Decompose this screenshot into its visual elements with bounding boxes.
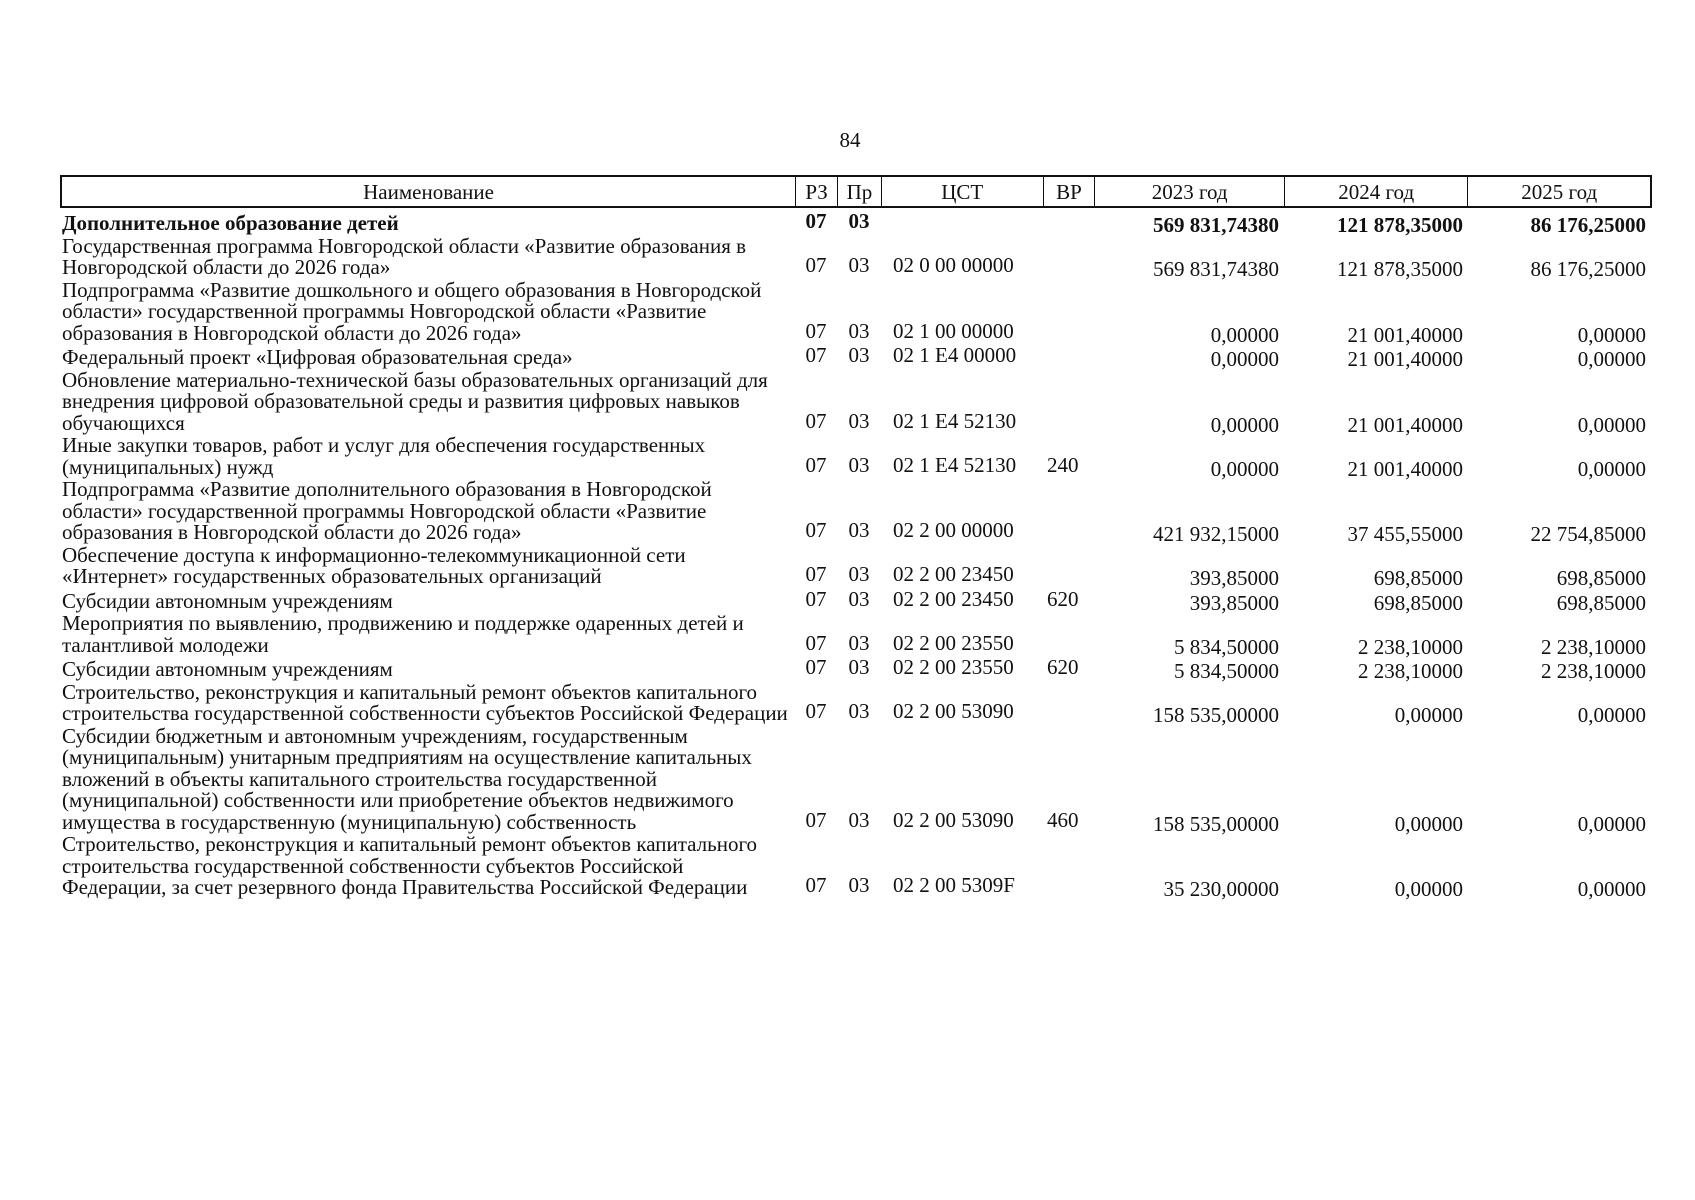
row-rz: 07: [805, 343, 827, 367]
row-name: Обновление материально-технической базы образовательных организаций для внедрения цифровой образовательной среды и развития цифровых навыков обучающихся: [62, 367, 768, 435]
row-cst: 02 1 E4 52130: [893, 452, 1017, 477]
row-2023: 0,00000: [1210, 347, 1279, 371]
row-pr: 03: [848, 586, 870, 611]
row-2025: 0,00000: [1577, 412, 1646, 437]
row-rz: 07: [805, 562, 827, 586]
row-2024: 21 001,40000: [1347, 456, 1463, 481]
table-row: [60, 479, 1652, 544]
row-2025: 22 754,85000: [1530, 522, 1646, 546]
row-pr: 03: [848, 253, 870, 277]
header-rz: РЗ: [795, 177, 837, 206]
row-2023: 35 230,00000: [1163, 877, 1279, 901]
header-cst: ЦСТ: [881, 177, 1043, 206]
table-row: [60, 211, 1652, 235]
row-pr: 03: [848, 518, 870, 542]
row-2023: 393,85000: [1189, 590, 1279, 615]
row-2023: 0,00000: [1210, 412, 1279, 437]
row-vr: [1043, 542, 1095, 544]
row-rz: 07: [805, 807, 827, 832]
row-cst: 02 2 00 53090: [893, 807, 1014, 832]
row-vr: [1043, 367, 1095, 369]
table-row: [60, 233, 1652, 281]
row-vr: [1043, 342, 1095, 344]
table-row: [60, 277, 1652, 347]
row-2023: 569 831,74380: [1153, 257, 1279, 281]
row-name: Подпрограмма «Развитие дошкольного и общего образования в Новгородской области» государственной программы Новгородской области «Развитие образования в Новгородской области до 2026 года»: [62, 277, 762, 345]
row-rz: 07: [805, 253, 827, 277]
row-name: Иные закупки товаров, работ и услуг для обеспечения государственных (муниципальных) нужд: [62, 433, 706, 479]
row-2024: 121 878,35000: [1337, 213, 1463, 237]
table-row: [60, 542, 1652, 590]
row-2023: 0,00000: [1210, 456, 1279, 481]
row-pr: 03: [848, 209, 870, 233]
row-rz: 07: [805, 518, 827, 542]
row-2023: 158 535,00000: [1153, 811, 1279, 836]
row-2025: 2 238,10000: [1541, 659, 1646, 683]
row-2024: 37 455,55000: [1347, 522, 1463, 546]
row-2024: 698,85000: [1373, 590, 1463, 615]
row-rz: 07: [805, 452, 827, 477]
row-name: Субсидии автономным учреждениям: [62, 657, 393, 681]
row-name: Подпрограмма «Развитие дополнительного образования в Новгородской области» государственной программы Новгородской области «Развитие образования в Новгородской области до 2026 года»: [62, 477, 712, 544]
row-vr: [1043, 897, 1095, 899]
row-2024: 21 001,40000: [1347, 412, 1463, 437]
row-pr: 03: [848, 699, 870, 723]
budget-table: [60, 175, 1652, 899]
row-pr: 03: [848, 452, 870, 477]
row-vr: [1043, 432, 1095, 434]
row-2025: 0,00000: [1577, 322, 1646, 347]
row-2023: 421 932,15000: [1153, 522, 1279, 546]
row-2024: 0,00000: [1394, 811, 1463, 836]
row-rz: 07: [805, 318, 827, 343]
row-rz: 07: [805, 209, 827, 233]
row-cst: 02 1 E4 52130: [893, 408, 1017, 433]
row-2023: 5 834,50000: [1174, 634, 1279, 659]
row-rz: 07: [805, 873, 827, 897]
row-rz: 07: [805, 408, 827, 433]
row-2025: 2 238,10000: [1541, 634, 1646, 659]
row-rz: 07: [805, 699, 827, 723]
row-2024: 21 001,40000: [1347, 347, 1463, 371]
row-vr: 460: [1047, 807, 1079, 832]
row-pr: 03: [848, 318, 870, 343]
row-vr: 620: [1047, 586, 1079, 611]
header-2023: 2023 год: [1094, 177, 1284, 206]
row-pr: 03: [848, 343, 870, 367]
row-cst: 02 2 00 53090: [893, 699, 1014, 723]
header-2024: 2024 год: [1284, 177, 1468, 206]
row-2025: 698,85000: [1556, 566, 1646, 590]
row-pr: 03: [848, 630, 870, 655]
row-2025: 86 176,25000: [1530, 213, 1646, 237]
table-row: [60, 345, 1652, 369]
row-cst: 02 2 00 23550: [893, 655, 1014, 679]
row-2023: 158 535,00000: [1153, 703, 1279, 727]
table-row: [60, 611, 1652, 659]
row-2025: 0,00000: [1577, 456, 1646, 481]
row-2025: 0,00000: [1577, 703, 1646, 727]
row-2024: 121 878,35000: [1337, 257, 1463, 281]
row-2023: 393,85000: [1189, 566, 1279, 590]
row-2024: 0,00000: [1394, 877, 1463, 901]
row-pr: 03: [848, 807, 870, 832]
row-2025: 698,85000: [1556, 590, 1646, 615]
row-2024: 698,85000: [1373, 566, 1463, 590]
row-name: Мероприятия по выявлению, продвижению и поддержке одаренных детей и талантливой молодежи: [62, 611, 744, 657]
row-vr: [1043, 723, 1095, 725]
row-pr: 03: [848, 873, 870, 897]
row-name: Строительство, реконструкция и капитальный ремонт объектов капитального строительства государственной собственности субъектов Российской Федерации, за счет резервного фонда Правительства Российской Федерации: [62, 832, 758, 899]
row-2024: 2 238,10000: [1358, 634, 1463, 659]
row-pr: 03: [848, 408, 870, 433]
row-2025: 86 176,25000: [1530, 257, 1646, 281]
row-cst: 02 2 00 23550: [893, 630, 1014, 655]
row-pr: 03: [848, 562, 870, 586]
table-row: [60, 679, 1652, 727]
row-cst: 02 0 00 00000: [893, 253, 1014, 277]
row-name: Дополнительное образование детей: [62, 211, 399, 235]
row-name: Строительство, реконструкция и капитальный ремонт объектов капитального строительства государственной собственности субъектов Российской Федерации: [62, 679, 788, 725]
header-2025: 2025 год: [1467, 177, 1650, 206]
row-vr: 240: [1047, 452, 1079, 477]
table-row: [60, 433, 1652, 481]
row-name: Государственная программа Новгородской области «Развитие образования в Новгородской области до 2026 года»: [62, 233, 747, 279]
row-cst: 02 1 00 00000: [893, 318, 1014, 343]
row-2023: 569 831,74380: [1153, 213, 1279, 237]
row-cst: 02 2 00 00000: [893, 518, 1014, 542]
row-pr: 03: [848, 655, 870, 679]
row-2025: 0,00000: [1577, 877, 1646, 901]
row-2023: 0,00000: [1210, 322, 1279, 347]
row-2023: 5 834,50000: [1174, 659, 1279, 683]
row-cst: 02 2 00 23450: [893, 562, 1014, 586]
table-row: [60, 723, 1652, 836]
row-rz: 07: [805, 630, 827, 655]
row-2025: 0,00000: [1577, 811, 1646, 836]
row-name: Обеспечение доступа к информационно-телекоммуникационной сети «Интернет» государственных образовательных организаций: [62, 542, 686, 588]
row-vr: [1043, 277, 1095, 279]
table-header: [60, 175, 1652, 208]
row-cst: 02 1 E4 00000: [893, 343, 1017, 367]
table-row: [60, 834, 1652, 899]
row-vr: 620: [1047, 655, 1079, 679]
table-row: [60, 657, 1652, 681]
row-rz: 07: [805, 655, 827, 679]
row-cst: 02 2 00 5309F: [893, 873, 1015, 897]
row-cst: 02 2 00 23450: [893, 586, 1014, 611]
row-name: Федеральный проект «Цифровая образовательная среда»: [62, 345, 573, 369]
row-name: Субсидии автономным учреждениям: [62, 588, 393, 613]
row-2025: 0,00000: [1577, 347, 1646, 371]
row-2024: 2 238,10000: [1358, 659, 1463, 683]
row-name: Субсидии бюджетным и автономным учреждениям, государственным (муниципальным) унитарным предприятиям на осуществление капитальных вложений в объекты капитального строительства государственной (муниципальной) собственности или приобретение объектов недвижимого имущества в государственную (муниципальную) собственность: [62, 723, 752, 834]
row-vr: [1043, 233, 1095, 235]
header-pr: Пр: [837, 177, 881, 206]
row-2024: 0,00000: [1394, 703, 1463, 727]
table-row: [60, 367, 1652, 437]
table-row: [60, 586, 1652, 615]
page-number: 84: [839, 128, 861, 152]
row-rz: 07: [805, 586, 827, 611]
row-cst: [881, 233, 1043, 235]
header-name: Наименование: [363, 180, 494, 204]
header-vr: ВР: [1043, 177, 1095, 206]
row-2024: 21 001,40000: [1347, 322, 1463, 347]
